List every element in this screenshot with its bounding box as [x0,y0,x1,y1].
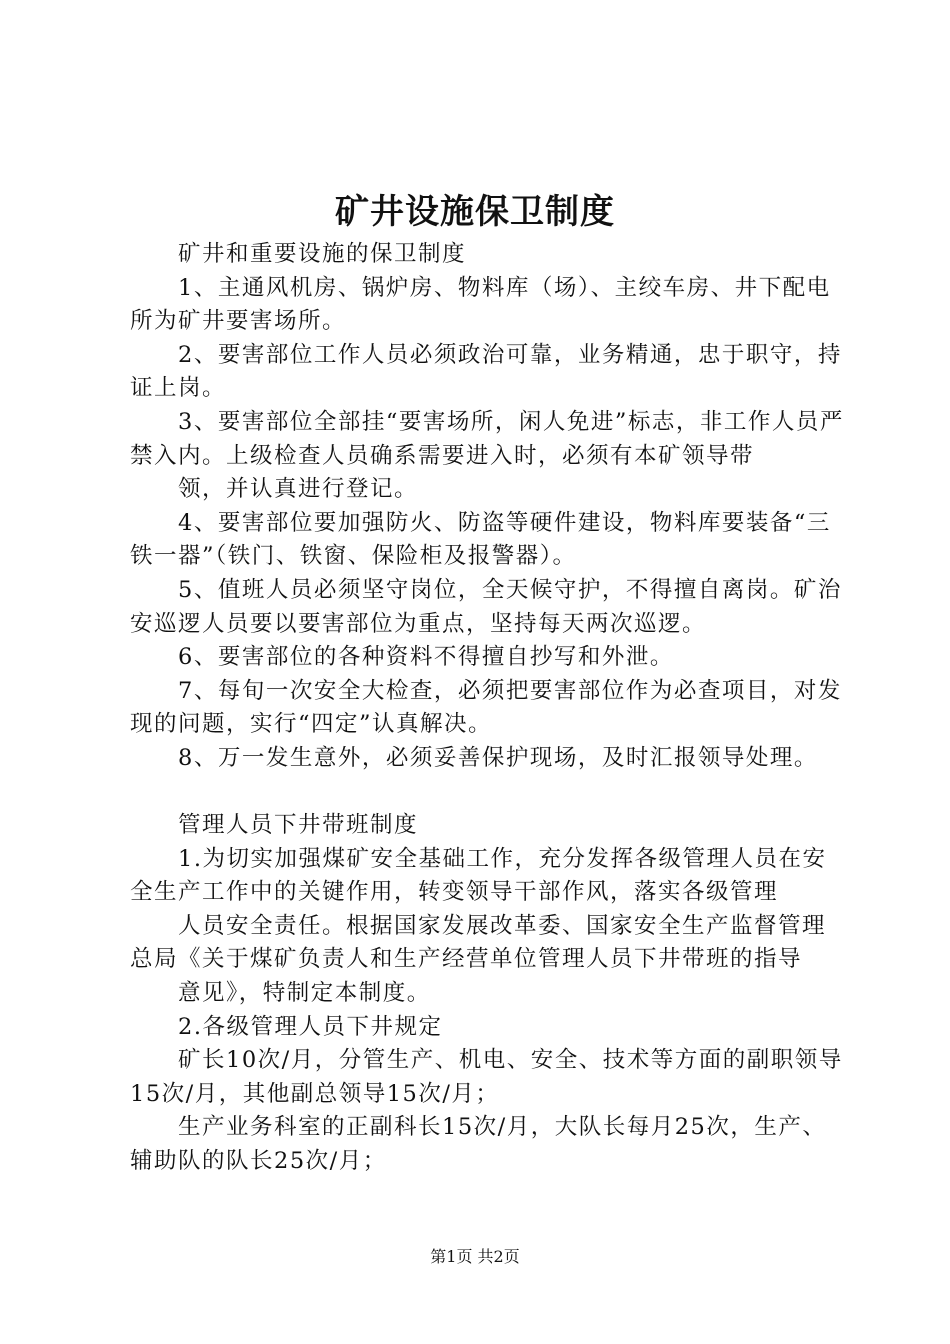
paragraph: 生产业务科室的正副科长15次/月，大队长每月25次，生产、辅助队的队长25次/月； [130,1114,827,1175]
paragraph: 7、每旬一次安全大检查，必须把要害部位作为必查项目，对发现的问题，实行“四定”认真解决。 [130,677,842,738]
section-heading: 管理人员下井带班制度 [178,812,419,839]
paragraph: 3、要害部位全部挂“要害场所，闲人免进”标志，非工作人员严禁入内。上级检查人员确系需要进入时，必须有本矿领导带 [130,408,844,469]
paragraph: 4、要害部位要加强防火、防盗等硬件建设，物料库要装备“三铁一器”（铁门、铁窗、保险柜及报警器）。 [130,509,831,570]
paragraph: 5、值班人员必须坚守岗位，全天候守护，不得擅自离岗。矿治安巡逻人员要以要害部位为重点，坚持每天两次巡逻。 [130,576,842,637]
document-body [130,238,845,1179]
paragraph: 领，并认真进行登记。 [178,476,419,503]
paragraph: 1、主通风机房、锅炉房、物料库（场）、主绞车房、井下配电所为矿井要害场所。 [130,274,831,335]
paragraph: 2.各级管理人员下井规定 [178,1013,443,1040]
paragraph: 2、要害部位工作人员必须政治可靠，业务精通，忠于职守，持证上岗。 [130,341,842,402]
page-footer: 第1页 共2页 [430,1247,520,1266]
paragraph: 人员安全责任。根据国家发展改革委、国家安全生产监督管理总局《关于煤矿负责人和生产经营单位管理人员下井带班的指导 [130,912,827,973]
paragraph: 8、万一发生意外，必须妥善保护现场，及时汇报领导处理。 [178,744,818,771]
section-heading: 矿井和重要设施的保卫制度 [178,241,467,267]
paragraph: 6、要害部位的各种资料不得擅自抄写和外泄。 [178,644,674,671]
paragraph: 矿长10次/月，分管生产、机电、安全、技术等方面的副职领导15次/月，其他副总领导15次/月； [130,1047,843,1107]
paragraph: 意见》，特制定本制度。 [178,980,431,1007]
document-title: 矿井设施保卫制度 [335,192,615,232]
paragraph: 1.为切实加强煤矿安全基础工作，充分发挥各级管理人员在安全生产工作中的关键作用，转变领导干部作风，落实各级管理 [130,845,827,906]
